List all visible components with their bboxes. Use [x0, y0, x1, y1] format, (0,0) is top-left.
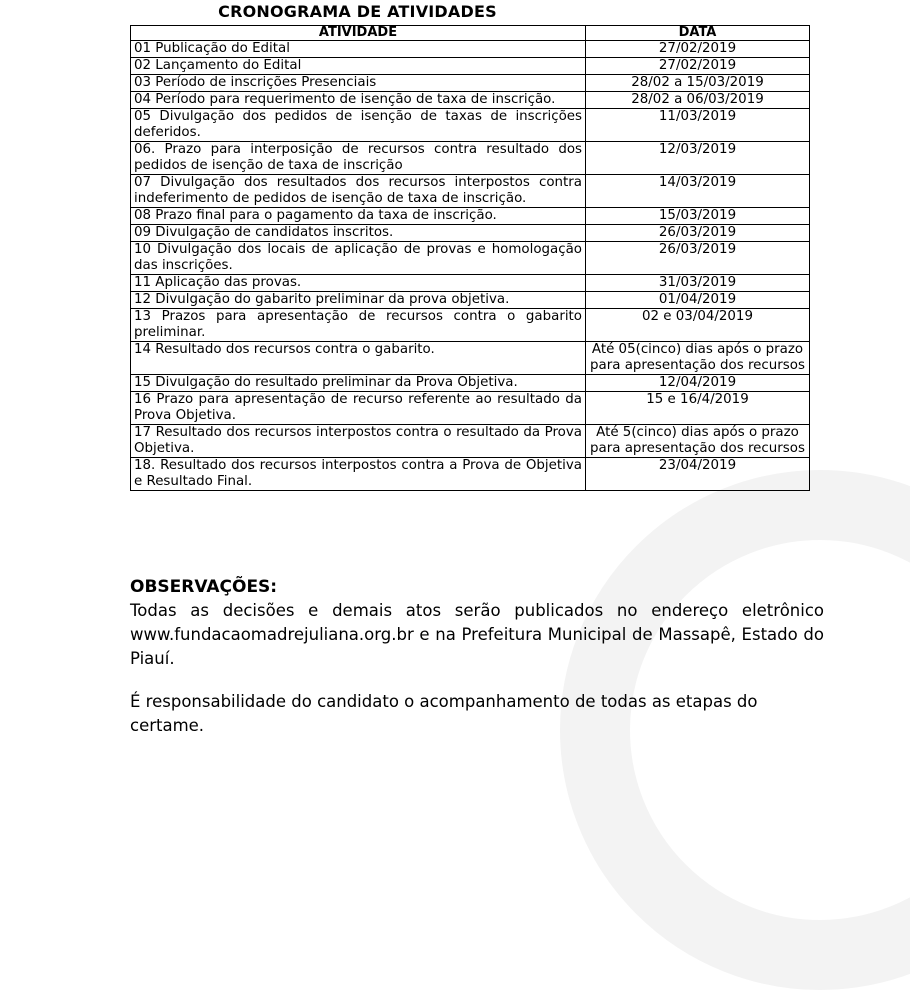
date-cell: 15 e 16/4/2019	[586, 392, 810, 425]
activity-cell: 16 Prazo para apresentação de recurso referente ao resultado da Prova Objetiva.	[131, 392, 586, 425]
page-title: CRONOGRAMA DE ATIVIDADES	[218, 2, 497, 21]
activity-cell: 02 Lançamento do Edital	[131, 58, 586, 75]
table-row	[131, 75, 810, 92]
activity-cell: 11 Aplicação das provas.	[131, 275, 586, 292]
date-cell: 26/03/2019	[586, 242, 810, 275]
activity-cell: 06. Prazo para interposição de recursos contra resultado dos pedidos de isenção de taxa de inscrição	[131, 142, 586, 175]
observations-paragraph: Todas as decisões e demais atos serão publicados no endereço eletrônico www.fundacaomadrejuliana.org.br e na Prefeitura Municipal de Massapê, Estado do Piauí.	[130, 601, 824, 668]
activity-cell: 15 Divulgação do resultado preliminar da Prova Objetiva.	[131, 375, 586, 392]
table-row	[131, 392, 810, 425]
activity-cell: 17 Resultado dos recursos interpostos contra o resultado da Prova Objetiva.	[131, 425, 586, 458]
activity-cell: 18. Resultado dos recursos interpostos contra a Prova de Objetiva e Resultado Final.	[131, 458, 586, 491]
date-cell: Até 5(cinco) dias após o prazo para apresentação dos recursos	[586, 425, 810, 458]
observations-section	[130, 575, 824, 738]
date-cell: 11/03/2019	[586, 109, 810, 142]
date-cell: 12/03/2019	[586, 142, 810, 175]
date-cell: 31/03/2019	[586, 275, 810, 292]
table-row	[131, 109, 810, 142]
table-row	[131, 175, 810, 208]
table-row	[131, 275, 810, 292]
date-cell: 01/04/2019	[586, 292, 810, 309]
table-row	[131, 309, 810, 342]
date-cell: 23/04/2019	[586, 458, 810, 491]
schedule-table-body	[131, 41, 810, 491]
schedule-table	[130, 25, 810, 491]
table-row	[131, 58, 810, 75]
activity-cell: 12 Divulgação do gabarito preliminar da prova objetiva.	[131, 292, 586, 309]
date-cell: 28/02 a 15/03/2019	[586, 75, 810, 92]
activity-cell: 07 Divulgação dos resultados dos recursos interpostos contra indeferimento de pedidos de isenção de taxa de inscrição.	[131, 175, 586, 208]
date-cell: 02 e 03/04/2019	[586, 309, 810, 342]
date-cell: 15/03/2019	[586, 208, 810, 225]
activity-cell: 09 Divulgação de candidatos inscritos.	[131, 225, 586, 242]
table-row	[131, 92, 810, 109]
table-row	[131, 342, 810, 375]
date-cell: 12/04/2019	[586, 375, 810, 392]
column-header-date: DATA	[586, 26, 810, 41]
table-row	[131, 142, 810, 175]
activity-cell: 14 Resultado dos recursos contra o gabarito.	[131, 342, 586, 375]
table-row	[131, 375, 810, 392]
activity-cell: 01 Publicação do Edital	[131, 41, 586, 58]
date-cell: Até 05(cinco) dias após o prazo para apresentação dos recursos	[586, 342, 810, 375]
column-header-activity: ATIVIDADE	[131, 26, 586, 41]
observations-heading: OBSERVAÇÕES:	[130, 577, 278, 597]
table-row	[131, 292, 810, 309]
date-cell: 26/03/2019	[586, 225, 810, 242]
activity-cell: 08 Prazo final para o pagamento da taxa de inscrição.	[131, 208, 586, 225]
date-cell: 28/02 a 06/03/2019	[586, 92, 810, 109]
date-cell: 27/02/2019	[586, 41, 810, 58]
date-cell: 14/03/2019	[586, 175, 810, 208]
table-row	[131, 425, 810, 458]
date-cell: 27/02/2019	[586, 58, 810, 75]
table-row	[131, 225, 810, 242]
table-row	[131, 208, 810, 225]
table-row	[131, 458, 810, 491]
activity-cell: 10 Divulgação dos locais de aplicação de provas e homologação das inscrições.	[131, 242, 586, 275]
activity-cell: 03 Período de inscrições Presenciais	[131, 75, 586, 92]
activity-cell: 05 Divulgação dos pedidos de isenção de taxas de inscrições deferidos.	[131, 109, 586, 142]
table-row	[131, 242, 810, 275]
table-header-row	[131, 26, 810, 41]
activity-cell: 04 Período para requerimento de isenção de taxa de inscrição.	[131, 92, 586, 109]
table-row	[131, 41, 810, 58]
responsibility-note: É responsabilidade do candidato o acompanhamento de todas as etapas do certame.	[130, 692, 758, 735]
activity-cell: 13 Prazos para apresentação de recursos contra o gabarito preliminar.	[131, 309, 586, 342]
